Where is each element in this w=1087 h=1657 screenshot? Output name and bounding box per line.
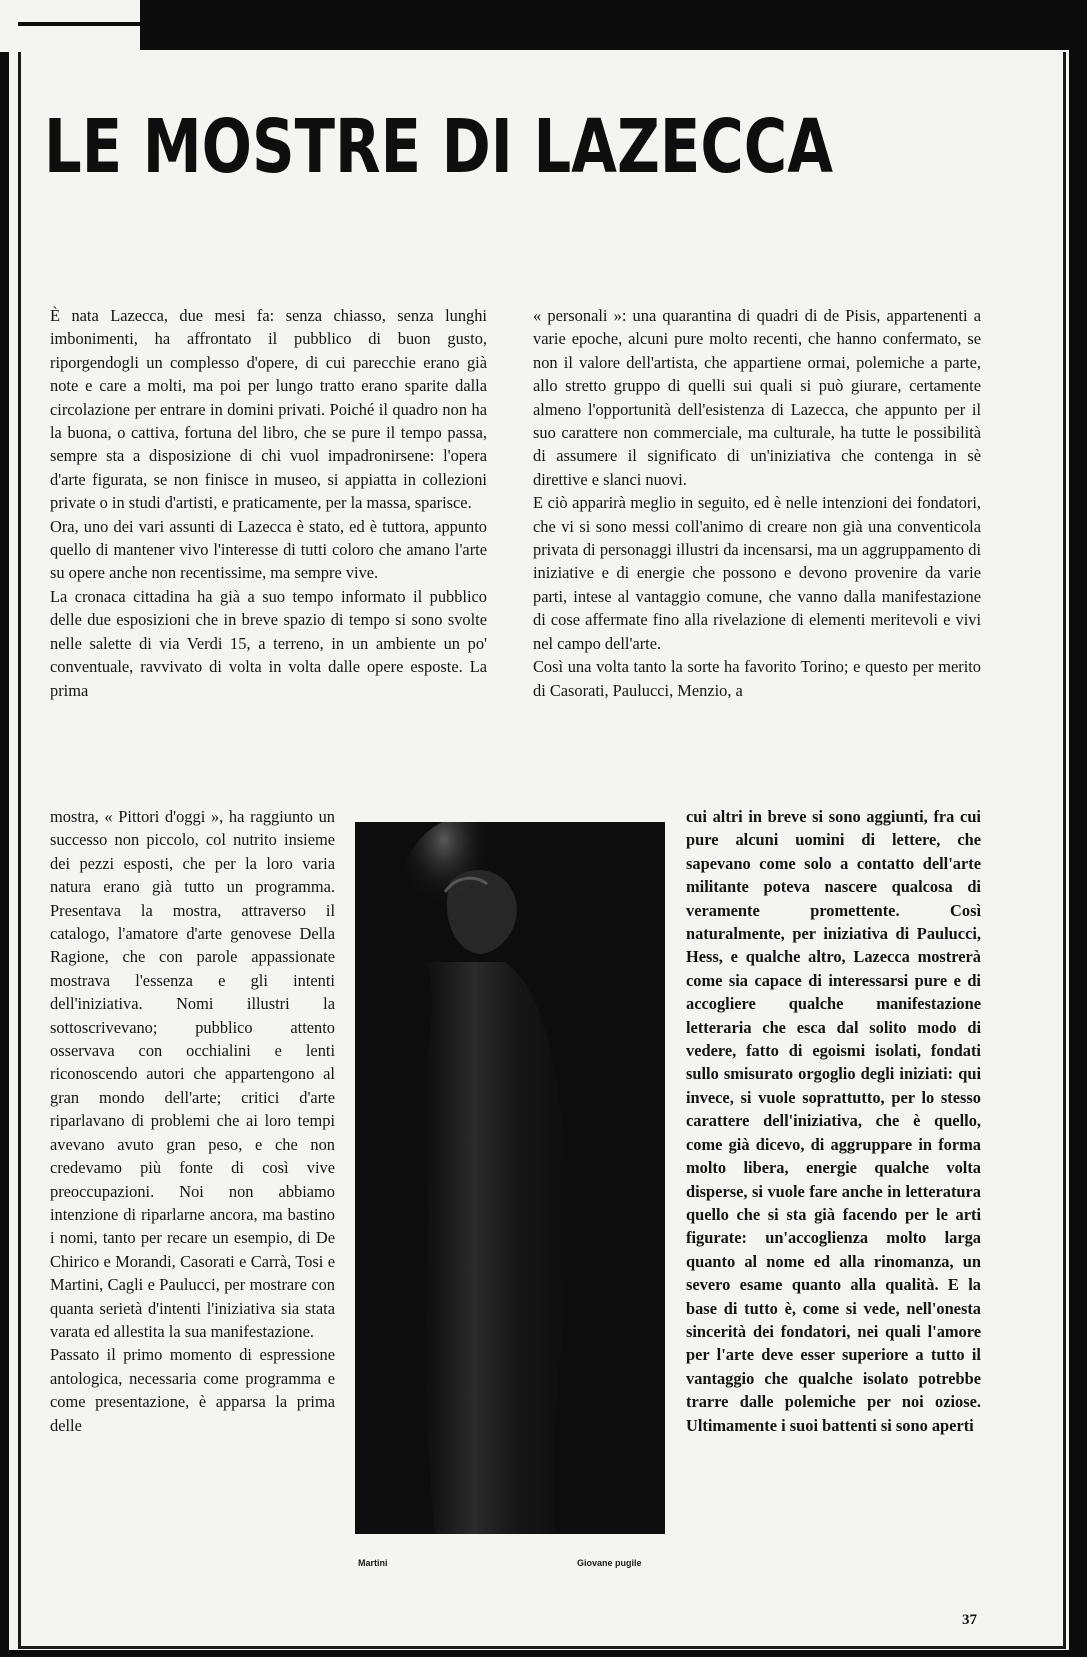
paragraph: E ciò apparirà meglio in seguito, ed è nelle intenzioni dei fondatori, che vi si sono messi coll'animo di creare non già una conventicola privata di personaggi illustri da incensarsi, ma un aggruppamento di iniziative e di energie che possono e devono provenire da varie parti, intese al vantaggio comune, che vanno dalla manifestazione di cose affermate fino alla rivelazione di elementi meritevoli e vivi nel campo dell'arte. [533, 493, 981, 653]
paragraph: La cronaca cittadina ha già a suo tempo informato il pubblico delle due esposizioni che in breve spazio di tempo si sono svolte nelle salette di via Verdi 15, a terreno, in un ambiente un po' conventuale, ravvivato di volta in volta dalle opere esposte. La prima [50, 586, 487, 700]
paragraph: Passato il primo momento di espressione antologica, necessaria come programma e come presentazione, è apparsa la prima delle [50, 1345, 335, 1435]
bottom-frame-rule [18, 1646, 1066, 1649]
sculpture-photograph [355, 822, 665, 1534]
sculpture-figure-image [355, 822, 665, 1534]
photo-caption-title: Giovane pugile [577, 1558, 642, 1568]
left-frame-rule [18, 52, 21, 1648]
photo-caption-artist: Martini [358, 1558, 388, 1568]
paragraph: È nata Lazecca, due mesi fa: senza chiasso, senza lunghi imbonimenti, ha affrontato il pubblico di buon gusto, riporgendogli un complesso d'opere, di cui parecchie erano già note e care a molti, ma poi per lungo tratto erano sparite dalla circolazione per entrare in domini privati. Poiché il quadro non ha la buona, o cattiva, fortuna del libro, che se pure il tempo passa, sempre sta a disposizione di chi vuol impadronirsene: l'opera d'arte figurata, se non finisce in museo, si appiatta in collezioni private o in studi d'artisti, e praticamente, per la massa, sparisce. [50, 306, 487, 513]
paragraph: mostra, « Pittori d'oggi », ha raggiunto un successo non piccolo, col nutrito insieme dei pezzi esposti, che per la loro varia natura erano già tutto un programma. Presentava la mostra, attraverso il catalogo, l'amatore d'arte genovese Della Ragione, che con parole appassionate mostrava l'essenza e gli intenti dell'iniziativa. Nomi illustri la sottoscrivevano; pubblico attento osservava con occhialini e lenti riconoscendo autori che appartengono al gran mondo dell'arte; critici d'arte riparlavano di problemi che ai loro tempi avevano avuto gran peso, e che non credevamo più fonte di così vive preoccupazioni. Noi non abbiamo intenzione di riparlarne ancora, ma bastino i nomi, tanto per recare un esempio, di De Chirico e Morandi, Casorati e Carrà, Tosi e Martini, Cagli e Paulucci, per mostrare con quanta serietà d'intenti l'iniziativa sia stata varata ed allestita la sua manifestazione. [50, 807, 335, 1341]
left-column-narrow [50, 805, 335, 1437]
scan-corner-tab [0, 0, 140, 52]
right-column-top [533, 304, 981, 702]
top-rule [18, 22, 1063, 26]
page-number: 37 [962, 1612, 977, 1628]
paragraph: cui altri in breve si sono aggiunti, fra cui pure alcuni uomini di lettere, che sapevano come solo a contatto dell'arte militante poteva nascere qualcosa di veramente promettente. Così naturalmente, per iniziativa di Paulucci, Hess, e qualche altro, Lazecca mostrerà come sia capace di interessarsi pure e di accogliere qualche manifestazione letteraria che esca dal solito modo di vedere, fatto di egoismi isolati, fondati sullo smisurato orgoglio degli iniziati: qui invece, si vuole soprattutto, per lo stesso carattere dell'iniziativa, che è quello, come già dicevo, di aggruppare in forma molto libera, energie qualche volta disperse, si vuole fare anche in letteratura quello che si sta già facendo per le arti figurate: un'accoglienza molto larga quanto al nome ed alla rinomanza, un severo esame quanto alla qualità. E la base di tutto è, come si vede, nell'onesta sincerità dei fondatori, nei quali l'amore per l'arte deve esser superiore a tutto il vantaggio che qualche isolato potrebbe trarre dalle polemiche per noi oziose. Ultimamente i suoi battenti si sono aperti [686, 807, 981, 1435]
paragraph: Così una volta tanto la sorte ha favorito Torino; e questo per merito di Casorati, Paulucci, Menzio, a [533, 657, 981, 700]
right-column-narrow [686, 805, 981, 1437]
article-headline: LE MOSTRE DI LAZECCA [44, 104, 834, 190]
paragraph: Ora, uno dei vari assunti di Lazecca è stato, ed è tuttora, appunto quello di mantener vivo l'interesse di tutti coloro che amano l'arte su opere anche non recentissime, ma sempre vive. [50, 516, 487, 583]
left-column-top [50, 304, 487, 702]
paragraph: « personali »: una quarantina di quadri di de Pisis, appartenenti a varie epoche, alcuni pure molto recenti, che hanno confermato, se non il valore dell'artista, che appartiene ormai, polemiche a parte, allo stretto gruppo di quelli sui quali si può giurare, certamente almeno l'opportunità dell'esistenza di Lazecca, che appunto per il suo carattere non commerciale, ma culturale, ha tutte le possibilità di assumere il significato di un'iniziativa che contenga in sè direttive e slanci nuovi. [533, 306, 981, 489]
right-frame-rule [1063, 52, 1066, 1648]
